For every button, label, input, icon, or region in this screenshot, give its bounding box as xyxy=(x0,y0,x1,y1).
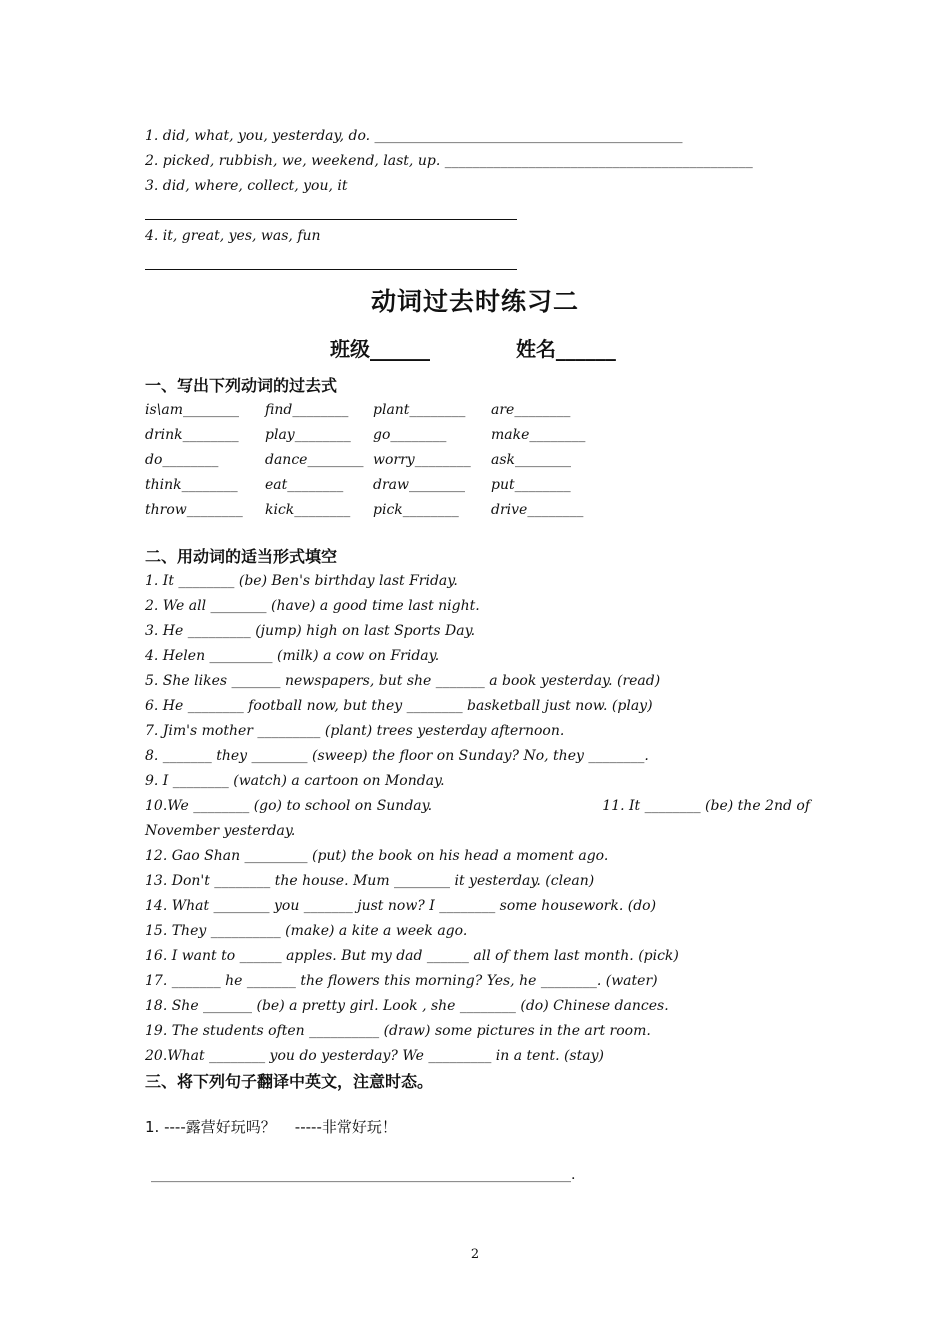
translation-item: 1. ----露营好玩吗？ -----非常好玩！ xyxy=(145,1118,397,1136)
exercise-line: 6. He ________ football now, but they ________ basketball just now. (play) xyxy=(145,698,653,714)
sentence-ordering-section xyxy=(145,124,825,274)
answer-line xyxy=(145,249,825,274)
exercise-line: 19. The students often __________ (draw) some pictures in the art room. xyxy=(145,1023,651,1039)
exercise-line: 3. He _________ (jump) high on last Sports Day. xyxy=(145,623,476,639)
exercise-line: 7. Jim's mother _________ (plant) trees yesterday afternoon. xyxy=(145,723,565,739)
section-heading: 三、将下列句子翻译中英文，注意时态。 xyxy=(145,1072,434,1091)
exercise-10: 10.We ________ (go) to school on Sunday. xyxy=(145,798,433,814)
exercise-line: 18. She _______ (be) a pretty girl. Look , she ________ (do) Chinese dances. xyxy=(145,998,669,1014)
ordering-q2: 2. picked, rubbish, we, weekend, last, up. ____________________________________________ xyxy=(145,153,753,169)
ordering-q1: 1. did, what, you, yesterday, do. ____________________________________________ xyxy=(145,128,683,144)
verb-cell: plant________ xyxy=(373,402,466,418)
verb-cell: kick________ xyxy=(265,502,351,518)
past-tense-section xyxy=(145,373,591,523)
verb-cell: dance________ xyxy=(265,452,364,468)
verb-cell: drive________ xyxy=(491,502,584,518)
section-heading: 二、用动词的适当形式填空 xyxy=(145,547,338,566)
exercise-line: 8. _______ they ________ (sweep) the floor on Sunday? No, they ________. xyxy=(145,748,649,764)
translation-section xyxy=(145,1069,825,1183)
exercise-line: 9. I ________ (watch) a cartoon on Monday. xyxy=(145,773,445,789)
answer-line xyxy=(145,199,825,224)
exercise-line: 15. They __________ (make) a kite a week ago. xyxy=(145,923,468,939)
page-number: 2 xyxy=(470,1247,480,1262)
page-title: 动词过去时练习二 xyxy=(370,287,579,316)
ordering-q4: 4. it, great, yes, was, fun xyxy=(145,228,321,244)
exercise-line: 14. What ________ you _______ just now? I ________ some housework. (do) xyxy=(145,898,657,914)
verb-cell: make________ xyxy=(491,427,586,443)
verb-grid xyxy=(145,398,591,523)
verb-cell: play________ xyxy=(265,427,351,443)
verb-cell: are________ xyxy=(491,402,571,418)
verb-cell: go________ xyxy=(373,427,447,443)
exercise-line: 17. _______ he _______ the flowers this morning? Yes, he ________. (water) xyxy=(145,973,658,989)
section-heading: 一、写出下列动词的过去式 xyxy=(145,376,338,395)
ordering-q3: 3. did, where, collect, you, it xyxy=(145,178,348,194)
verb-cell: pick________ xyxy=(373,502,459,518)
verb-cell: draw________ xyxy=(373,477,465,493)
verb-cell: find________ xyxy=(265,402,349,418)
class-label: 班级______ xyxy=(330,337,430,361)
verb-cell: worry________ xyxy=(373,452,471,468)
exercise-line: 2. We all ________ (have) a good time last night. xyxy=(145,598,480,614)
exercise-line: 16. I want to ______ apples. But my dad ______ all of them last month. (pick) xyxy=(145,948,679,964)
verb-cell: eat________ xyxy=(265,477,344,493)
verb-cell: put________ xyxy=(491,477,571,493)
exercise-line: November yesterday. xyxy=(145,823,296,839)
verb-cell: ask________ xyxy=(491,452,572,468)
fill-in-section xyxy=(145,544,825,1069)
exercise-line: 20.What ________ you do yesterday? We _________ in a tent. (stay) xyxy=(145,1048,604,1064)
verb-cell: drink________ xyxy=(145,427,239,443)
exercise-11: 11. It ________ (be) the 2nd of xyxy=(602,798,810,814)
verb-cell: think________ xyxy=(145,477,238,493)
exercise-line: 12. Gao Shan _________ (put) the book on his head a moment ago. xyxy=(145,848,609,864)
class-name-line xyxy=(330,333,616,362)
verb-cell: do________ xyxy=(145,452,219,468)
exercise-line: 4. Helen _________ (milk) a cow on Friday. xyxy=(145,648,440,664)
exercise-line: 1. It ________ (be) Ben's birthday last Friday. xyxy=(145,573,458,589)
verb-cell: is\am________ xyxy=(145,402,240,418)
answer-line: ____________________________________________________________. xyxy=(151,1167,576,1183)
name-label: 姓名______ xyxy=(515,337,616,361)
exercise-line: 13. Don't ________ the house. Mum ________ it yesterday. (clean) xyxy=(145,873,595,889)
exercise-line xyxy=(145,794,810,819)
exercise-line: 5. She likes _______ newspapers, but she _______ a book yesterday. (read) xyxy=(145,673,661,689)
verb-cell: throw________ xyxy=(145,502,243,518)
